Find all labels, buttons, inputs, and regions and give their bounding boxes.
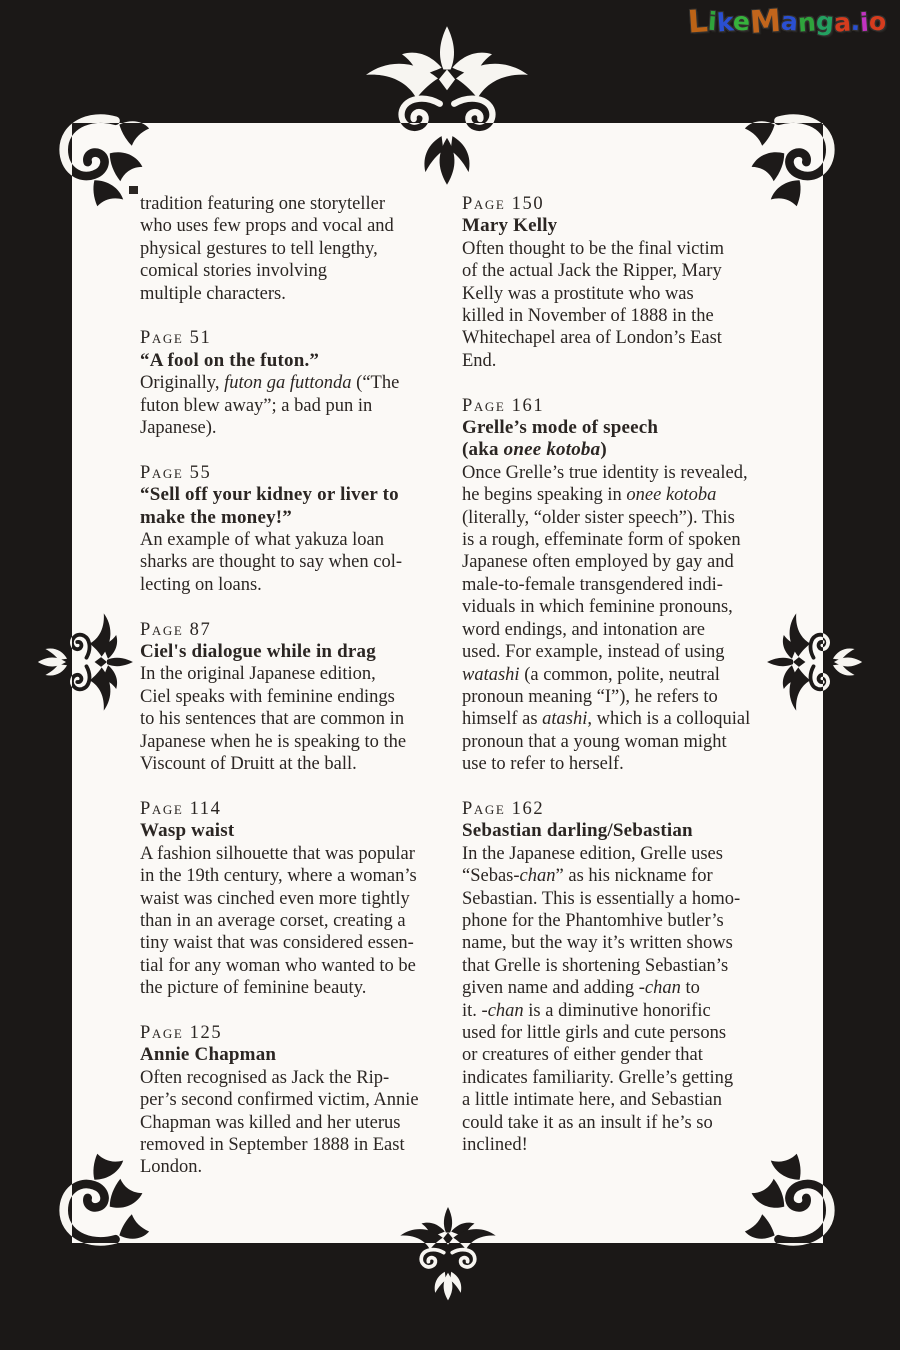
- text-column-left: [140, 193, 445, 1201]
- note-section: [140, 327, 445, 439]
- site-watermark: [688, 1, 886, 41]
- page-number-label: Page 125: [140, 1022, 223, 1043]
- page-number-label: Page 150: [462, 194, 545, 214]
- watermark-letter: g: [815, 6, 835, 37]
- note-title: Wasp waist: [140, 820, 235, 842]
- watermark-letter: a: [832, 7, 852, 38]
- page-number-label: Page 55: [140, 462, 212, 483]
- note-body: A fashion silhouette that was popular in the 19th century, where a woman’s waist was cinched even more tightly than in an average corset, creating a tiny waist that was considered essen- tial for any woman who wanted to be the picture of feminine beauty.: [140, 843, 417, 999]
- note-section: [462, 798, 792, 1157]
- page-number-label: Page 162: [462, 798, 545, 819]
- note-body: An example of what yakuza loan sharks are thought to say when col- lecting on loans.: [140, 530, 403, 595]
- note-body: Often recognised as Jack the Rip- per’s second confirmed victim, Annie Chapman was killed and her uterus removed in September 1888 in East London.: [140, 1067, 419, 1178]
- note-title: “A fool on the futon.”: [140, 349, 320, 371]
- text-column-right: [462, 193, 792, 1179]
- note-title: “Sell off your kidney or liver to make the money!”: [140, 484, 399, 528]
- note-section: [140, 1022, 445, 1179]
- note-section: [462, 395, 792, 776]
- text-columns: [72, 123, 823, 1243]
- note-section: [462, 193, 792, 372]
- note-title: Ciel's dialogue while in drag: [140, 641, 376, 663]
- note-title: Mary Kelly: [462, 215, 558, 237]
- note-section: [140, 462, 445, 596]
- note-section: [140, 619, 445, 776]
- note-body: In the Japanese edition, Grelle uses “Sebas-chan” as his nickname for Sebastian. This is essentially a homo- phone for the Phantomhive butler’s name, but the way it’s written shows that Grelle is shortening Sebastian’s given name and adding -chan to it. -chan is a diminutive honorific used for little girls and cute persons or creatures of either gender that indicates familiarity. Grelle’s getting a little intimate here, and Sebastian could take it as an insult if he’s so inclined!: [462, 843, 741, 1156]
- scan-speck: [129, 186, 138, 194]
- page-number-label: Page 51: [140, 328, 212, 349]
- watermark-letter: o: [867, 6, 888, 37]
- watermark-letter: n: [797, 7, 817, 38]
- note-body: tradition featuring one storyteller who uses few props and vocal and physical gestures to tell lengthy, comical stories involving multiple characters.: [140, 194, 394, 304]
- paper-page: [72, 123, 823, 1243]
- note-section: [140, 193, 445, 305]
- watermark-letter: a: [780, 6, 800, 37]
- watermark-letter: e: [732, 6, 752, 37]
- note-body: Often thought to be the final victim of the actual Jack the Ripper, Mary Kelly was a prostitute who was killed in November of 1888 in the Whitechapel area of London’s East End.: [462, 238, 725, 371]
- page-number-label: Page 114: [140, 798, 222, 819]
- note-title: Sebastian darling/Sebastian: [462, 820, 693, 842]
- page-number-label: Page 161: [462, 395, 545, 416]
- note-section: [140, 798, 445, 1000]
- note-body: Once Grelle’s true identity is revealed, he begins speaking in onee kotoba (literally, “older sister speech”). This is a rough, effeminate form of spoken Japanese often employed by gay and male-to-female transgendered indi- viduals in which feminine pronouns, word endings, and intonation are used. For example, instead of using watashi (a common, polite, neutral pronoun meaning “I”), he refers to himself as atashi, which is a colloquial pronoun that a young woman might use to refer to herself.: [462, 462, 751, 775]
- note-body: Originally, futon ga futtonda (“The futon blew away”; a bad pun in Japanese).: [140, 373, 400, 439]
- watermark-letter: M: [749, 2, 783, 42]
- watermark-letter: k: [715, 7, 735, 38]
- note-title: Annie Chapman: [140, 1044, 277, 1066]
- note-title: Grelle’s mode of speech (aka onee kotoba): [462, 417, 659, 461]
- note-body: In the original Japanese edition, Ciel speaks with feminine endings to his sentences that are common in Japanese when he is speaking to the Viscount of Druitt at the ball.: [140, 664, 407, 775]
- watermark-letter: i: [707, 6, 718, 37]
- watermark-letter: L: [687, 3, 710, 41]
- page-number-label: Page 87: [140, 619, 212, 640]
- watermark-letter: .: [849, 6, 862, 37]
- watermark-letter: i: [859, 7, 870, 38]
